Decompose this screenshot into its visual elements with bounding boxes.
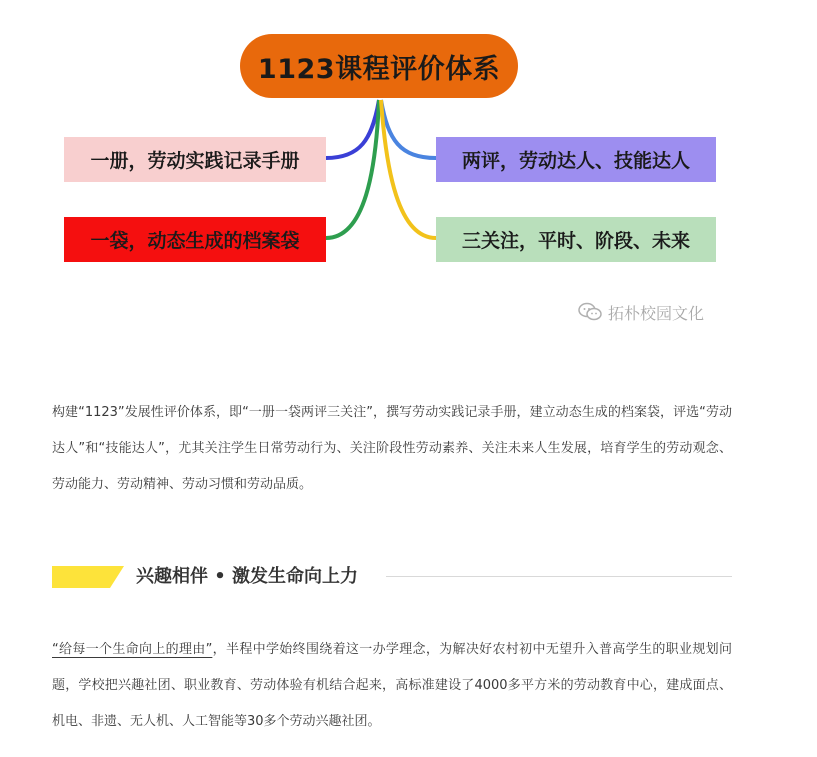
heading-divider: [386, 576, 732, 577]
connector-line-1: [326, 100, 379, 158]
evaluation-paragraph: 构建“1123”发展性评价体系，即“一册一袋两评三关注”，撰写劳动实践记录手册，建立动态生成的档案袋，评选“劳动达人”和“技能达人”，尤其关注学生日常劳动行为、关注阶段性劳动素养、关注未来人生发展，培育学生的劳动观念、劳动能力、劳动精神、劳动习惯和劳动品质。: [52, 405, 732, 492]
wechat-icon: [578, 302, 602, 322]
connector-line-3: [381, 100, 436, 158]
watermark: [578, 301, 704, 323]
branch-two-evaluations: 两评，劳动达人、技能达人: [436, 137, 716, 182]
branch-archive-bag: 一袋，动态生成的档案袋: [64, 217, 326, 262]
heading-accent-bar: [52, 566, 110, 588]
branch-record-handbook: 一册，劳动实践记录手册: [64, 137, 326, 182]
motto-quote: “给每一个生命向上的理由”: [52, 642, 213, 657]
branch-three-concerns: 三关注，平时、阶段、未来: [436, 217, 716, 262]
mind-map: [0, 0, 817, 345]
watermark-text: 拓朴校园文化: [608, 303, 705, 323]
section-heading: [52, 560, 732, 594]
interest-paragraph: [52, 632, 732, 740]
connector-line-2: [326, 100, 379, 238]
connector-line-4: [381, 100, 436, 238]
heading-accent-tip: [110, 566, 124, 588]
interest-paragraph-text: ，半程中学始终围绕着这一办学理念，为解决好农村初中无望升入普高学生的职业规划问题，学校把兴趣社团、职业教育、劳动体验有机结合起来，高标准建设了4000多平方米的劳动教育中心，建成面点、机电、非遗、无人机、人工智能等30多个劳动兴趣社团。: [52, 642, 732, 729]
mind-map-root: 1123课程评价体系: [240, 34, 518, 98]
section-title: 兴趣相伴 • 激发生命向上力: [136, 566, 359, 587]
